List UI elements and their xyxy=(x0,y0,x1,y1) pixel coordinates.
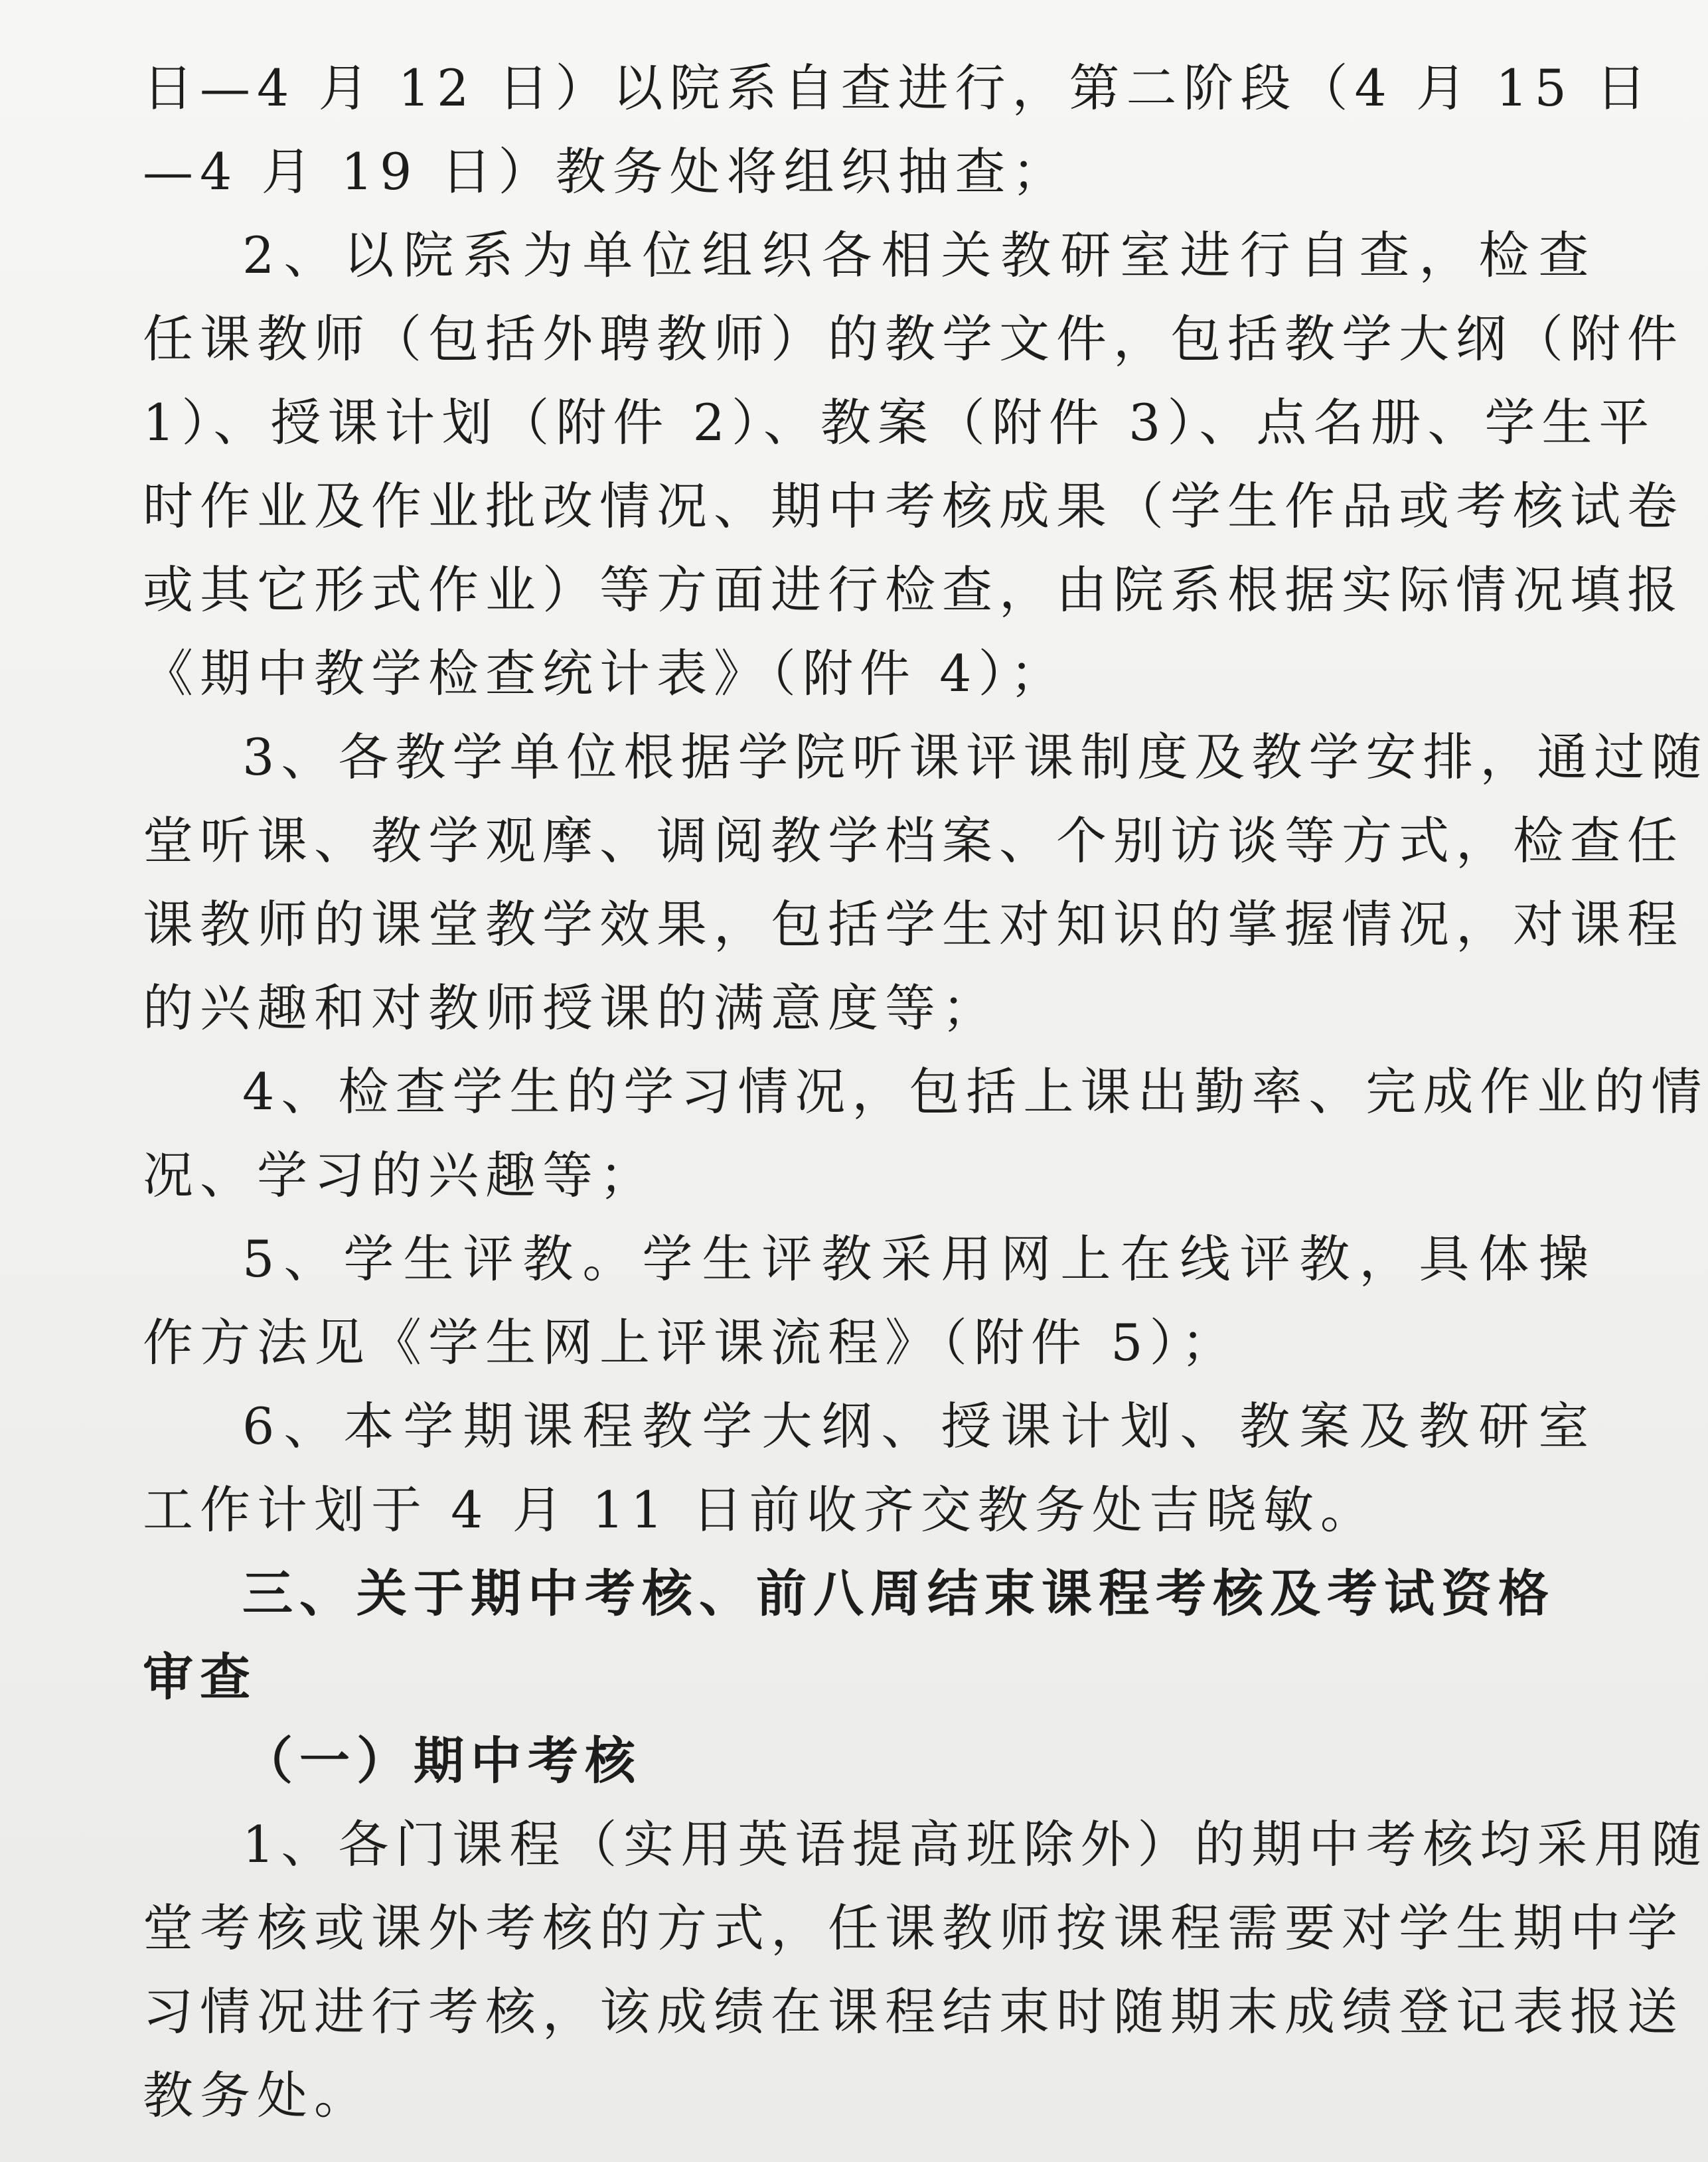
body-line: 日—4 月 12 日）以院系自查进行，第二阶段（4 月 15 日 xyxy=(143,58,1654,117)
body-line: 或其它形式作业）等方面进行检查，由院系根据实际情况填报 xyxy=(143,560,1684,619)
body-line: 时作业及作业批改情况、期中考核成果（学生作品或考核试卷 xyxy=(143,477,1684,536)
body-line: 课教师的课堂教学效果，包括学生对知识的掌握情况，对课程 xyxy=(143,895,1684,954)
paragraph-item-3-line: 3、各教学单位根据学院听课评课制度及教学安排，通过随 xyxy=(242,728,1708,787)
body-line: 《期中教学检查统计表》（附件 4）； xyxy=(143,644,1067,703)
paragraph-item-4-line: 4、检查学生的学习情况，包括上课出勤率、完成作业的情 xyxy=(242,1062,1708,1121)
paragraph-item-2-line: 2、以院系为单位组织各相关教研室进行自查，检查 xyxy=(242,226,1598,285)
body-line: 堂考核或课外考核的方式，任课教师按课程需要对学生期中学 xyxy=(143,1898,1684,1958)
body-line: 作方法见《学生网上评课流程》（附件 5）； xyxy=(143,1313,1239,1372)
body-line: 工作计划于 4 月 11 日前收齐交教务处吉晓敏。 xyxy=(143,1480,1377,1539)
section-heading: 三、关于期中考核、前八周结束课程考核及考试资格 xyxy=(242,1564,1555,1623)
paragraph-item-5-line: 5、学生评教。学生评教采用网上在线评教，具体操 xyxy=(242,1229,1598,1288)
body-line: —4 月 19 日）教务处将组织抽查； xyxy=(143,142,1069,201)
body-line: 1）、授课计划（附件 2）、教案（附件 3）、点名册、学生平 xyxy=(143,393,1656,452)
body-line: 的兴趣和对教师授课的满意度等； xyxy=(143,978,999,1038)
paragraph-item-6-line: 6、本学期课程教学大纲、授课计划、教案及教研室 xyxy=(242,1397,1598,1456)
body-line: 况、学习的兴趣等； xyxy=(143,1146,657,1205)
body-line: 堂听课、教学观摩、调阅教学档案、个别访谈等方式，检查任 xyxy=(143,811,1684,870)
body-line: 任课教师（包括外聘教师）的教学文件，包括教学大纲（附件 xyxy=(143,309,1684,368)
body-line: 教务处。 xyxy=(143,2066,371,2125)
section-heading-continued: 审查 xyxy=(143,1648,257,1707)
paragraph-midterm-1-line: 1、各门课程（实用英语提高班除外）的期中考核均采用随 xyxy=(242,1815,1708,1874)
subsection-heading: （一）期中考核 xyxy=(242,1731,642,1790)
body-line: 习情况进行考核，该成绩在课程结束时随期末成绩登记表报送 xyxy=(143,1982,1684,2041)
